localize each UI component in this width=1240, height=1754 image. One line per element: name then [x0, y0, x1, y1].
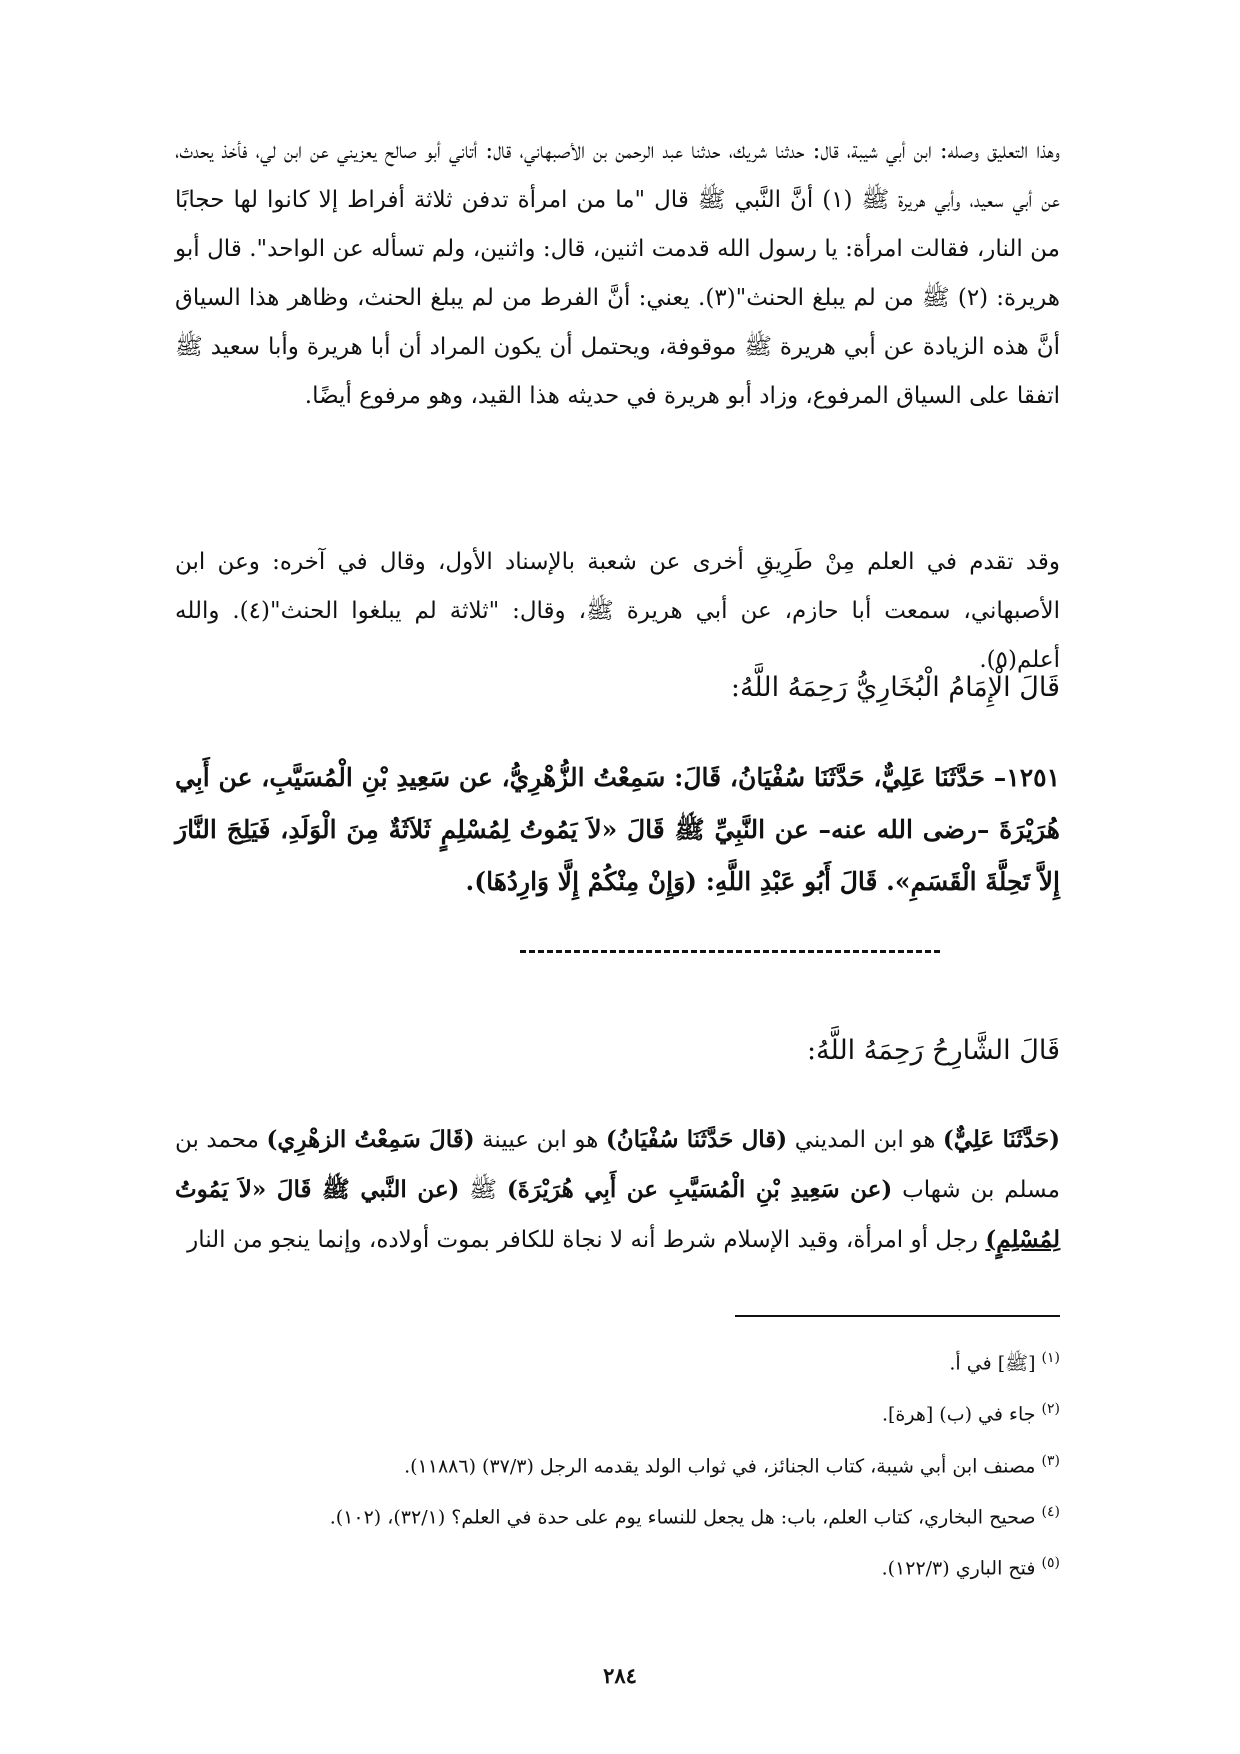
commentary-segment: (عن سَعِيدِ بْنِ الْمُسَيَّبِ عن أَبِي هُرَيْرَةَ)	[506, 1176, 893, 1203]
footnote-number: (٢)	[1041, 1401, 1060, 1418]
commentary-text: محمد بن مسلم بن شهاب	[175, 1127, 1061, 1203]
footnote-text: صحيح البخاري، كتاب العلم، باب: هل يجعل للنساء يوم على حدة في العلم؟ (٣٢/١)، (١٠٢).	[329, 1506, 1036, 1529]
footnote	[175, 1540, 1060, 1591]
hadith-number: ١٢٥١	[1006, 763, 1060, 792]
commentary-segment: (حَدَّثَنَا عَلِيٌّ)	[942, 1126, 1060, 1153]
footnote-text: جاء في (ب) [هرة].	[881, 1403, 1036, 1426]
footnote	[175, 1489, 1060, 1540]
heading-imam-bukhari: قَالَ الْإِمَامُ الْبُخَارِيُّ رَحِمَهُ اللَّهُ:	[730, 672, 1060, 703]
footnote-separator	[735, 1315, 1060, 1317]
footnote	[175, 1438, 1060, 1489]
commentary-text: هو ابن المديني	[787, 1127, 943, 1153]
commentary-segment: لِمُسْلِمٍ)	[985, 1226, 1060, 1253]
footnote-text: [ﷺ] في أ.	[949, 1352, 1036, 1375]
hadith-body: – حَدَّثَنَا عَلِيٌّ، حَدَّثَنَا سُفْيَانُ، قَالَ: سَمِعْتُ الزُّهْرِيُّ، عن سَعِيدِ بْنِ الْمُسَيَّبِ، عن أَبِي هُرَيْرَةَ –رضى الله عنه– عن النَّبِيِّ ﷺ قَالَ «لاَ يَمُوتُ لِمُسْلِمٍ ثَلاَثَةٌ مِنَ الْوَلَدِ، فَيَلِجَ النَّارَ إِلاَّ تَحِلَّةَ الْقَسَمِ». قَالَ أَبُو عَبْدِ اللَّهِ: (وَإِنْ مِنْكُمْ إِلَّا وَارِدُهَا).	[175, 763, 1060, 896]
paragraph-commentary-1: وهذا التعليق وصله: ابن أبي شيبة، قال: حدثنا شريك، حدثنا عبد الرحمن بن الأصبهاني، قال: أتاني أبو صالح يعزيني عن ابن لي، فأخذ يحدث، عن أبي سعيد، وأبي هريرة ﷺ (١) أنَّ النَّبي ﷺ قال "ما من امرأة تدفن ثلاثة أفراط إلا كانوا لها حجابًا من النار، فقالت امرأة: يا رسول الله قدمت اثنين، قال: واثنين، ولم تسأله عن الواحد". قال أبو هريرة: (٢) ﷺ من لم يبلغ الحنث"(٣). يعني: أنَّ الفرط من لم يبلغ الحنث، وظاهر هذا السياق أنَّ هذه الزيادة عن أبي هريرة ﷺ موقوفة، ويحتمل أن يكون المراد أن أبا هريرة وأبا سعيد ﷺ اتفقا على السياق المرفوع، وزاد أبو هريرة في حديثه هذا القيد، وهو مرفوع أيضًا.	[175, 138, 1060, 409]
page-number: ٢٨٤	[603, 1663, 637, 1688]
heading-commentator: قَالَ الشَّارِحُ رَحِمَهُ اللَّهُ:	[806, 1035, 1060, 1066]
footnote-number: (٥)	[1041, 1555, 1060, 1572]
footnote	[175, 1386, 1060, 1437]
commentary-segment: (قَالَ سَمِعْتُ الزهْرِي)	[266, 1126, 475, 1153]
footnotes-list	[175, 1335, 1060, 1592]
footnote-number: (٣)	[1041, 1452, 1060, 1469]
paragraph-commentary-2: وقد تقدم في العلم مِنْ طَرِيقِ أخرى عن شعبة بالإسناد الأول، وقال في آخره: وعن ابن الأصبهاني، سمعت أبا حازم، عن أبي هريرة ﷺ، وقال: "ثلاثة لم يبلغوا الحنث"(٤). والله أعلم(٥).	[175, 549, 1061, 673]
commentary-text: رجل أو امرأة، وقيد الإسلام شرط أنه لا نجاة للكافر بموت أولاده، وإنما ينجو من النار	[187, 1227, 986, 1253]
paragraph-commentary-3	[175, 1115, 1060, 1265]
hadith-text	[175, 752, 1060, 908]
footnote	[175, 1335, 1060, 1386]
commentary-text: هو ابن عيينة	[474, 1127, 606, 1153]
footnote-text: مصنف ابن أبي شيبة، كتاب الجنائز، في ثواب الولد يقدمه الرجل (٣٧/٣) (١١٨٨٦).	[404, 1454, 1036, 1477]
footnote-number: (٤)	[1041, 1503, 1060, 1520]
commentary-segment: (قال حَدَّثَنَا سُفْيَانُ)	[605, 1126, 788, 1153]
footnote-number: (١)	[1041, 1350, 1060, 1366]
footnote-text: فتح الباري (١٢٢/٣).	[881, 1557, 1036, 1580]
commentary-text: ﷺ	[459, 1177, 507, 1203]
commentary-segment: (عن النَّبي ﷺ قَالَ «لاَ يَمُوتُ	[175, 1176, 460, 1203]
section-divider	[520, 950, 940, 953]
